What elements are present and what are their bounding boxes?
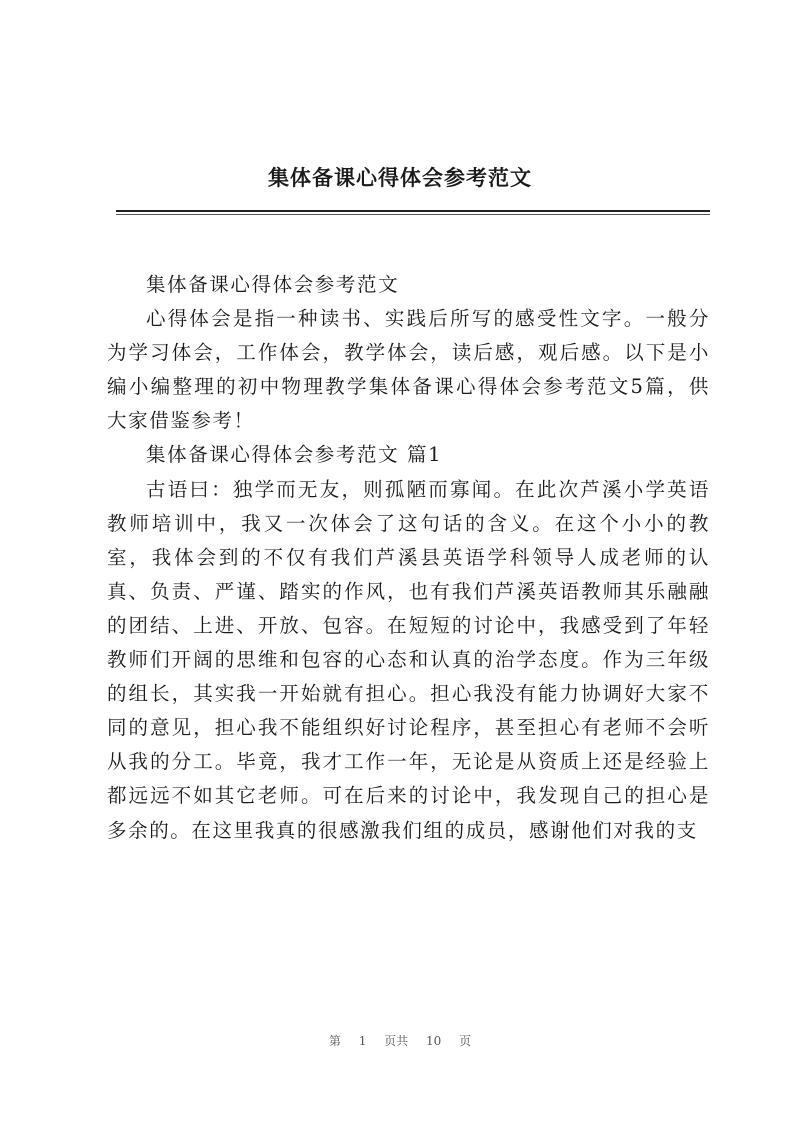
footer-label-page: 第 (328, 1034, 341, 1048)
article-paragraph: 古语曰：独学而无友，则孤陋而寡闻。在此次芦溪小学英语教师培训中，我又一次体会了这句话的含义。在这个小小的教室，我体会到的不仅有我们芦溪县英语学科领导人成老师的认真、负责、严谨、踏实的作风，也有我们芦溪英语教师其乐融融的团结、上进、开放、包容。在短短的讨论中，我感受到了年轻教师们开阔的思维和包容的心态和认真的治学态度。作为三年级的组长，其实我一开始就有担心。担心我没有能力协调好大家不同的意见，担心我不能组织好讨论程序，甚至担心有老师不会听从我的分工。毕竟，我才工作一年，无论是从资质上还是经验上都远远不如其它老师。可在后来的讨论中，我发现自己的担心是多余的。在这里我真的很感激我们组的成员，感谢他们对我的支 (107, 477, 710, 842)
footer-label-of: 页共 (384, 1034, 409, 1048)
document-body (107, 268, 710, 848)
footer-label-pages: 页 (459, 1034, 472, 1048)
title-underline (116, 210, 710, 212)
title-underline-thin (116, 214, 710, 215)
section-heading: 集体备课心得体会参考范文 (146, 273, 400, 296)
footer-current-page: 1 (358, 1034, 367, 1048)
document-title: 集体备课心得体会参考范文 (268, 166, 532, 190)
intro-paragraph: 心得体会是指一种读书、实践后所写的感受性文字。一般分为学习体会，工作体会，教学体会，读后感，观后感。以下是小编小编整理的初中物理教学集体备课心得体会参考范文5篇，供大家借鉴参考！ (107, 307, 710, 433)
footer-total-pages: 10 (426, 1034, 442, 1048)
page-footer (0, 1032, 800, 1050)
article-heading: 集体备课心得体会参考范文 篇1 (146, 443, 443, 467)
